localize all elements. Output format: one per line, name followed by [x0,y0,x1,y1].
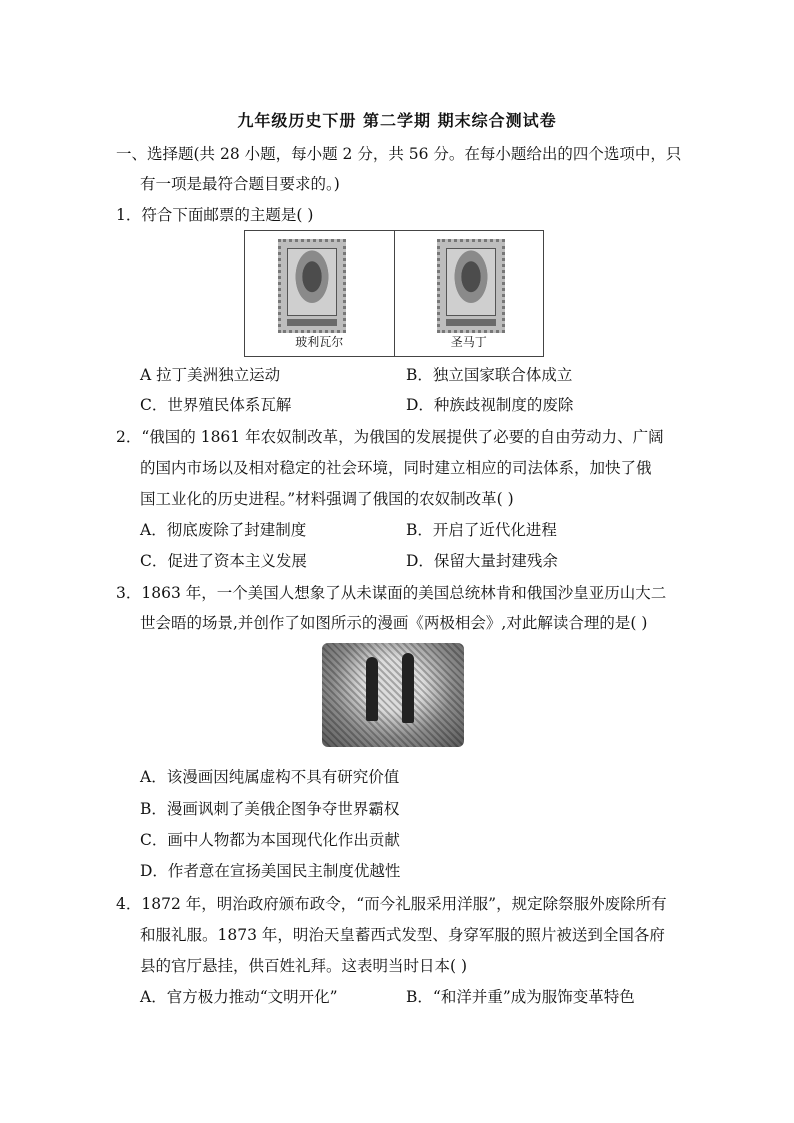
q3-option-c[interactable]: C．画中人物都为本国现代化作出贡献 [140,831,400,849]
question-2-line-2: 的国内市场以及相对稳定的社会环境，同时建立相应的司法体系，加快了俄 [140,459,652,477]
q4-option-a[interactable]: A．官方极力推动“文明开化” [140,988,338,1006]
section-heading-line-1: 一、选择题(共 28 小题，每小题 2 分，共 56 分。在每小题给出的四个选项中，只 [116,145,682,163]
section-heading-line-2: 有一项是最符合题目要求的。) [140,175,340,193]
question-2-line-3: 国工业化的历史进程。”材料强调了俄国的农奴制改革( ) [140,490,514,508]
q2-option-d[interactable]: D．保留大量封建残余 [406,552,558,570]
bolivar-stamp-image [278,239,346,333]
stamp-figure [244,230,544,357]
q3-option-a[interactable]: A．该漫画因纯属虚构不具有研究价值 [140,768,400,786]
page-title: 九年级历史下册 第二学期 期末综合测试卷 [237,111,557,130]
q3-option-d[interactable]: D．作者意在宣扬美国民主制度优越性 [140,862,401,880]
question-1-stem: 1．符合下面邮票的主题是( ) [116,206,314,224]
question-4-line-2: 和服礼服。1873 年，明治天皇蓄西式发型、身穿军服的照片被送到全国各府 [140,926,665,944]
q1-option-b[interactable]: B．独立国家联合体成立 [406,366,573,384]
q2-option-b[interactable]: B．开启了近代化进程 [406,521,557,539]
san-martin-stamp-image [437,239,505,333]
cartoon-two-poles-meet-image [322,643,464,747]
q2-option-a[interactable]: A．彻底废除了封建制度 [140,521,307,539]
q1-option-c[interactable]: C．世界殖民体系瓦解 [140,396,292,414]
question-3-line-1: 3．1863 年，一个美国人想象了从未谋面的美国总统林肯和俄国沙皇亚历山大二 [116,584,667,602]
q2-option-c[interactable]: C．促进了资本主义发展 [140,552,307,570]
q1-option-a[interactable]: A 拉丁美洲独立运动 [140,366,281,384]
stamp-cell-san-martin [394,231,544,356]
question-4-line-1: 4．1872 年，明治政府颁布政令，“而今礼服采用洋服”，规定除祭服外废除所有 [116,895,667,913]
stamp-caption-san-martin: 圣马丁 [450,335,487,349]
stamp-cell-bolivar [245,231,394,356]
q3-option-b[interactable]: B．漫画讽刺了美俄企图争夺世界霸权 [140,800,400,818]
stamp-caption-bolivar: 玻利瓦尔 [295,335,344,349]
question-4-line-3: 县的官厅悬挂，供百姓礼拜。这表明当时日本( ) [140,957,468,975]
q4-option-b[interactable]: B．“和洋并重”成为服饰变革特色 [406,988,635,1006]
question-3-line-2: 世会晤的场景,并创作了如图所示的漫画《两极相会》,对此解读合理的是( ) [140,614,648,632]
question-2-line-1: 2．“俄国的 1861 年农奴制改革，为俄国的发展提供了必要的自由劳动力、广阔 [116,428,664,446]
q1-option-d[interactable]: D．种族歧视制度的废除 [406,396,574,414]
